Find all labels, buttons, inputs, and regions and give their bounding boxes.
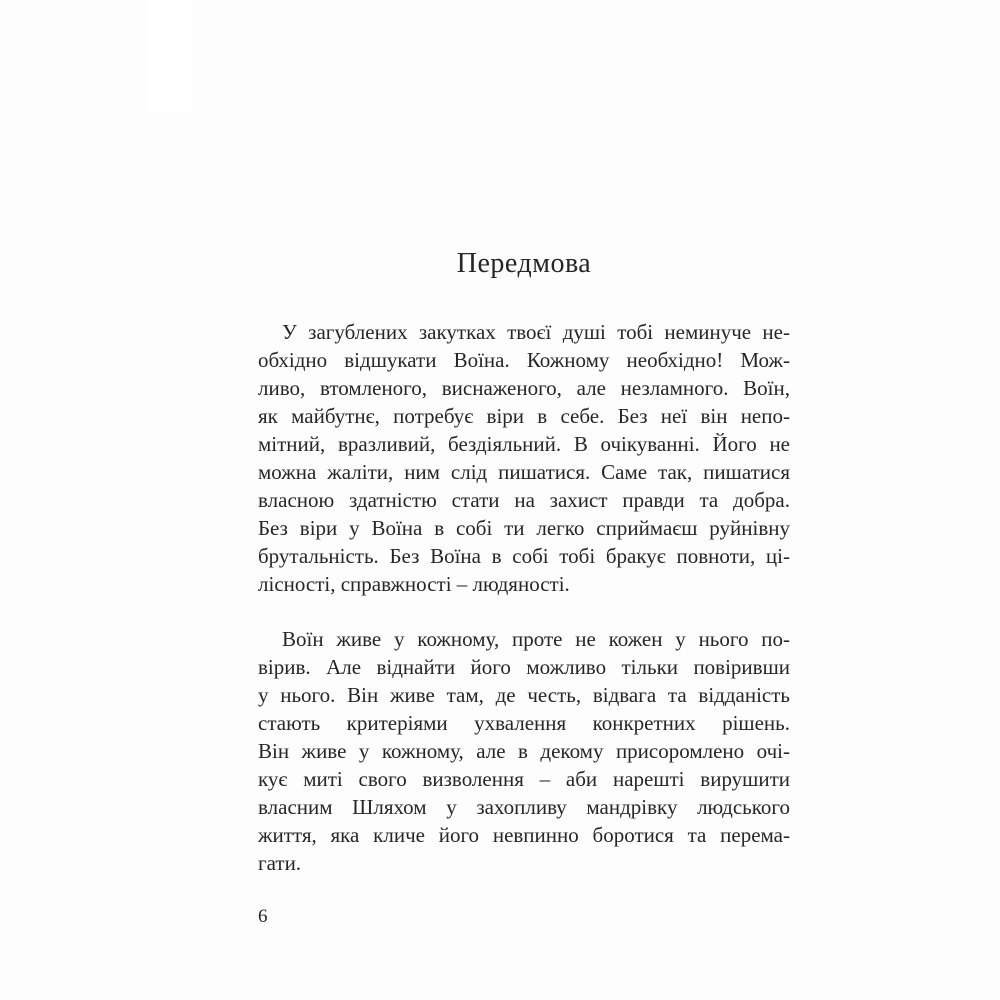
text-line: Він живе у кожному, але в декому присоромлено очі- xyxy=(258,739,790,763)
text-line: гати. xyxy=(258,851,302,875)
text-line: лісності, справжності – людяності. xyxy=(258,572,570,596)
text-line: Воїн живе у кожному, проте не кожен у нього по- xyxy=(282,627,790,651)
text-line: Без віри у Воїна в собі ти легко сприймаєш руйнівну xyxy=(258,516,790,540)
scan-artifact xyxy=(150,0,192,112)
text-line: вірив. Але віднайти його можливо тільки повіривши xyxy=(258,655,790,679)
text-line: обхідно відшукати Воїна. Кожному необхідно! Мож- xyxy=(258,348,790,372)
chapter-title: Передмова xyxy=(456,248,592,279)
text-line: мітний, вразливий, бездіяльний. В очікуванні. Його не xyxy=(258,432,790,456)
text-line: власною здатністю стати на захист правди та добра. xyxy=(258,488,790,512)
paragraph-2 xyxy=(258,625,790,877)
page-content xyxy=(258,248,790,877)
text-line: У загублених закутках твоєї душі тобі неминуче не- xyxy=(282,320,790,344)
text-line: життя, яка кличе його невпинно боротися та перема- xyxy=(258,823,790,847)
page-number: 6 xyxy=(258,906,268,927)
text-line: кує миті свого визволення – аби нарешті вирушити xyxy=(258,767,790,791)
text-line: стають критеріями ухвалення конкретних рішень. xyxy=(258,711,790,735)
text-line: власним Шляхом у захопливу мандрівку людського xyxy=(258,795,790,819)
text-line: брутальність. Без Воїна в собі тобі бракує повноти, ці- xyxy=(258,544,790,568)
text-line: у нього. Він живе там, де честь, відвага та відданість xyxy=(258,683,790,707)
text-line: можна жаліти, ним слід пишатися. Саме так, пишатися xyxy=(258,460,790,484)
text-line: як майбутнє, потребує віри в себе. Без неї він непо- xyxy=(258,404,790,428)
text-line: ливо, втомленого, виснаженого, але незламного. Воїн, xyxy=(258,376,790,400)
paragraph-1 xyxy=(258,318,790,598)
